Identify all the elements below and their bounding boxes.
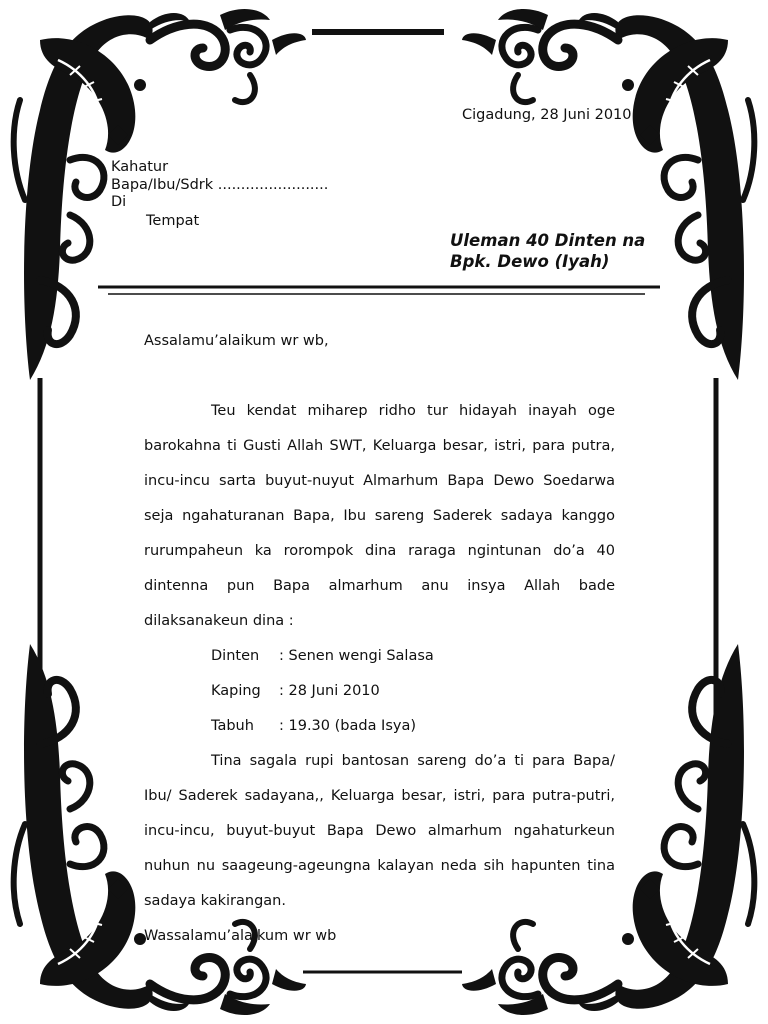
addressee-block <box>111 159 328 230</box>
detail-value: : 28 Juni 2010 <box>279 683 380 699</box>
paragraph-2: Tina sagala rupi bantosan sareng do’a ti para Bapa/ Ibu/ Saderek sadayana,, Keluarga besar, istri, para putra-putri, incu-incu, buyut-buyut Bapa Dewo almarhum ngahaturkeun nuhun nu saageung-ageungna kalayan neda sih hapunten tina sadaya kakirangan. <box>144 753 615 909</box>
addressee-line-3: Di <box>111 194 127 210</box>
closing: Wassalamu’alaikum wr wb <box>144 928 337 944</box>
detail-row-dinten <box>211 639 615 674</box>
invitation-title <box>450 230 680 272</box>
detail-row-kaping <box>211 674 615 709</box>
place-date: Cigadung, 28 Juni 2010 <box>462 107 632 123</box>
paragraph-1: Teu kendat miharep ridho tur hidayah inayah oge barokahna ti Gusti Allah SWT, Keluarga besar, istri, para putra, incu-incu sarta buyut-nuyut Almarhum Bapa Dewo Soedarwa seja ngahaturanan Bapa, Ibu sareng Saderek sadaya kanggo rurumpaheun ka rorompok dina raraga ngintunan do’a 40 dintenna pun Bapa almarhum anu insya Allah bade dilaksanakeun dina : <box>144 403 615 629</box>
detail-row-tabuh <box>211 709 615 744</box>
letter-body <box>144 324 615 954</box>
title-line-1: Uleman 40 Dinten na <box>450 231 646 250</box>
addressee-line-4: Tempat <box>146 212 200 229</box>
detail-label: Tabuh <box>211 718 254 734</box>
title-line-2: Bpk. Dewo (Iyah) <box>450 252 610 271</box>
addressee-line-2: Bapa/Ibu/Sdrk ........................ <box>111 176 329 193</box>
greeting: Assalamu’alaikum wr wb, <box>144 333 329 349</box>
detail-value: : 19.30 (bada Isya) <box>279 718 417 734</box>
addressee-line-1: Kahatur <box>111 159 169 175</box>
detail-label: Dinten <box>211 648 260 664</box>
detail-value: : Senen wengi Salasa <box>279 648 434 664</box>
detail-label: Kaping <box>211 683 261 699</box>
